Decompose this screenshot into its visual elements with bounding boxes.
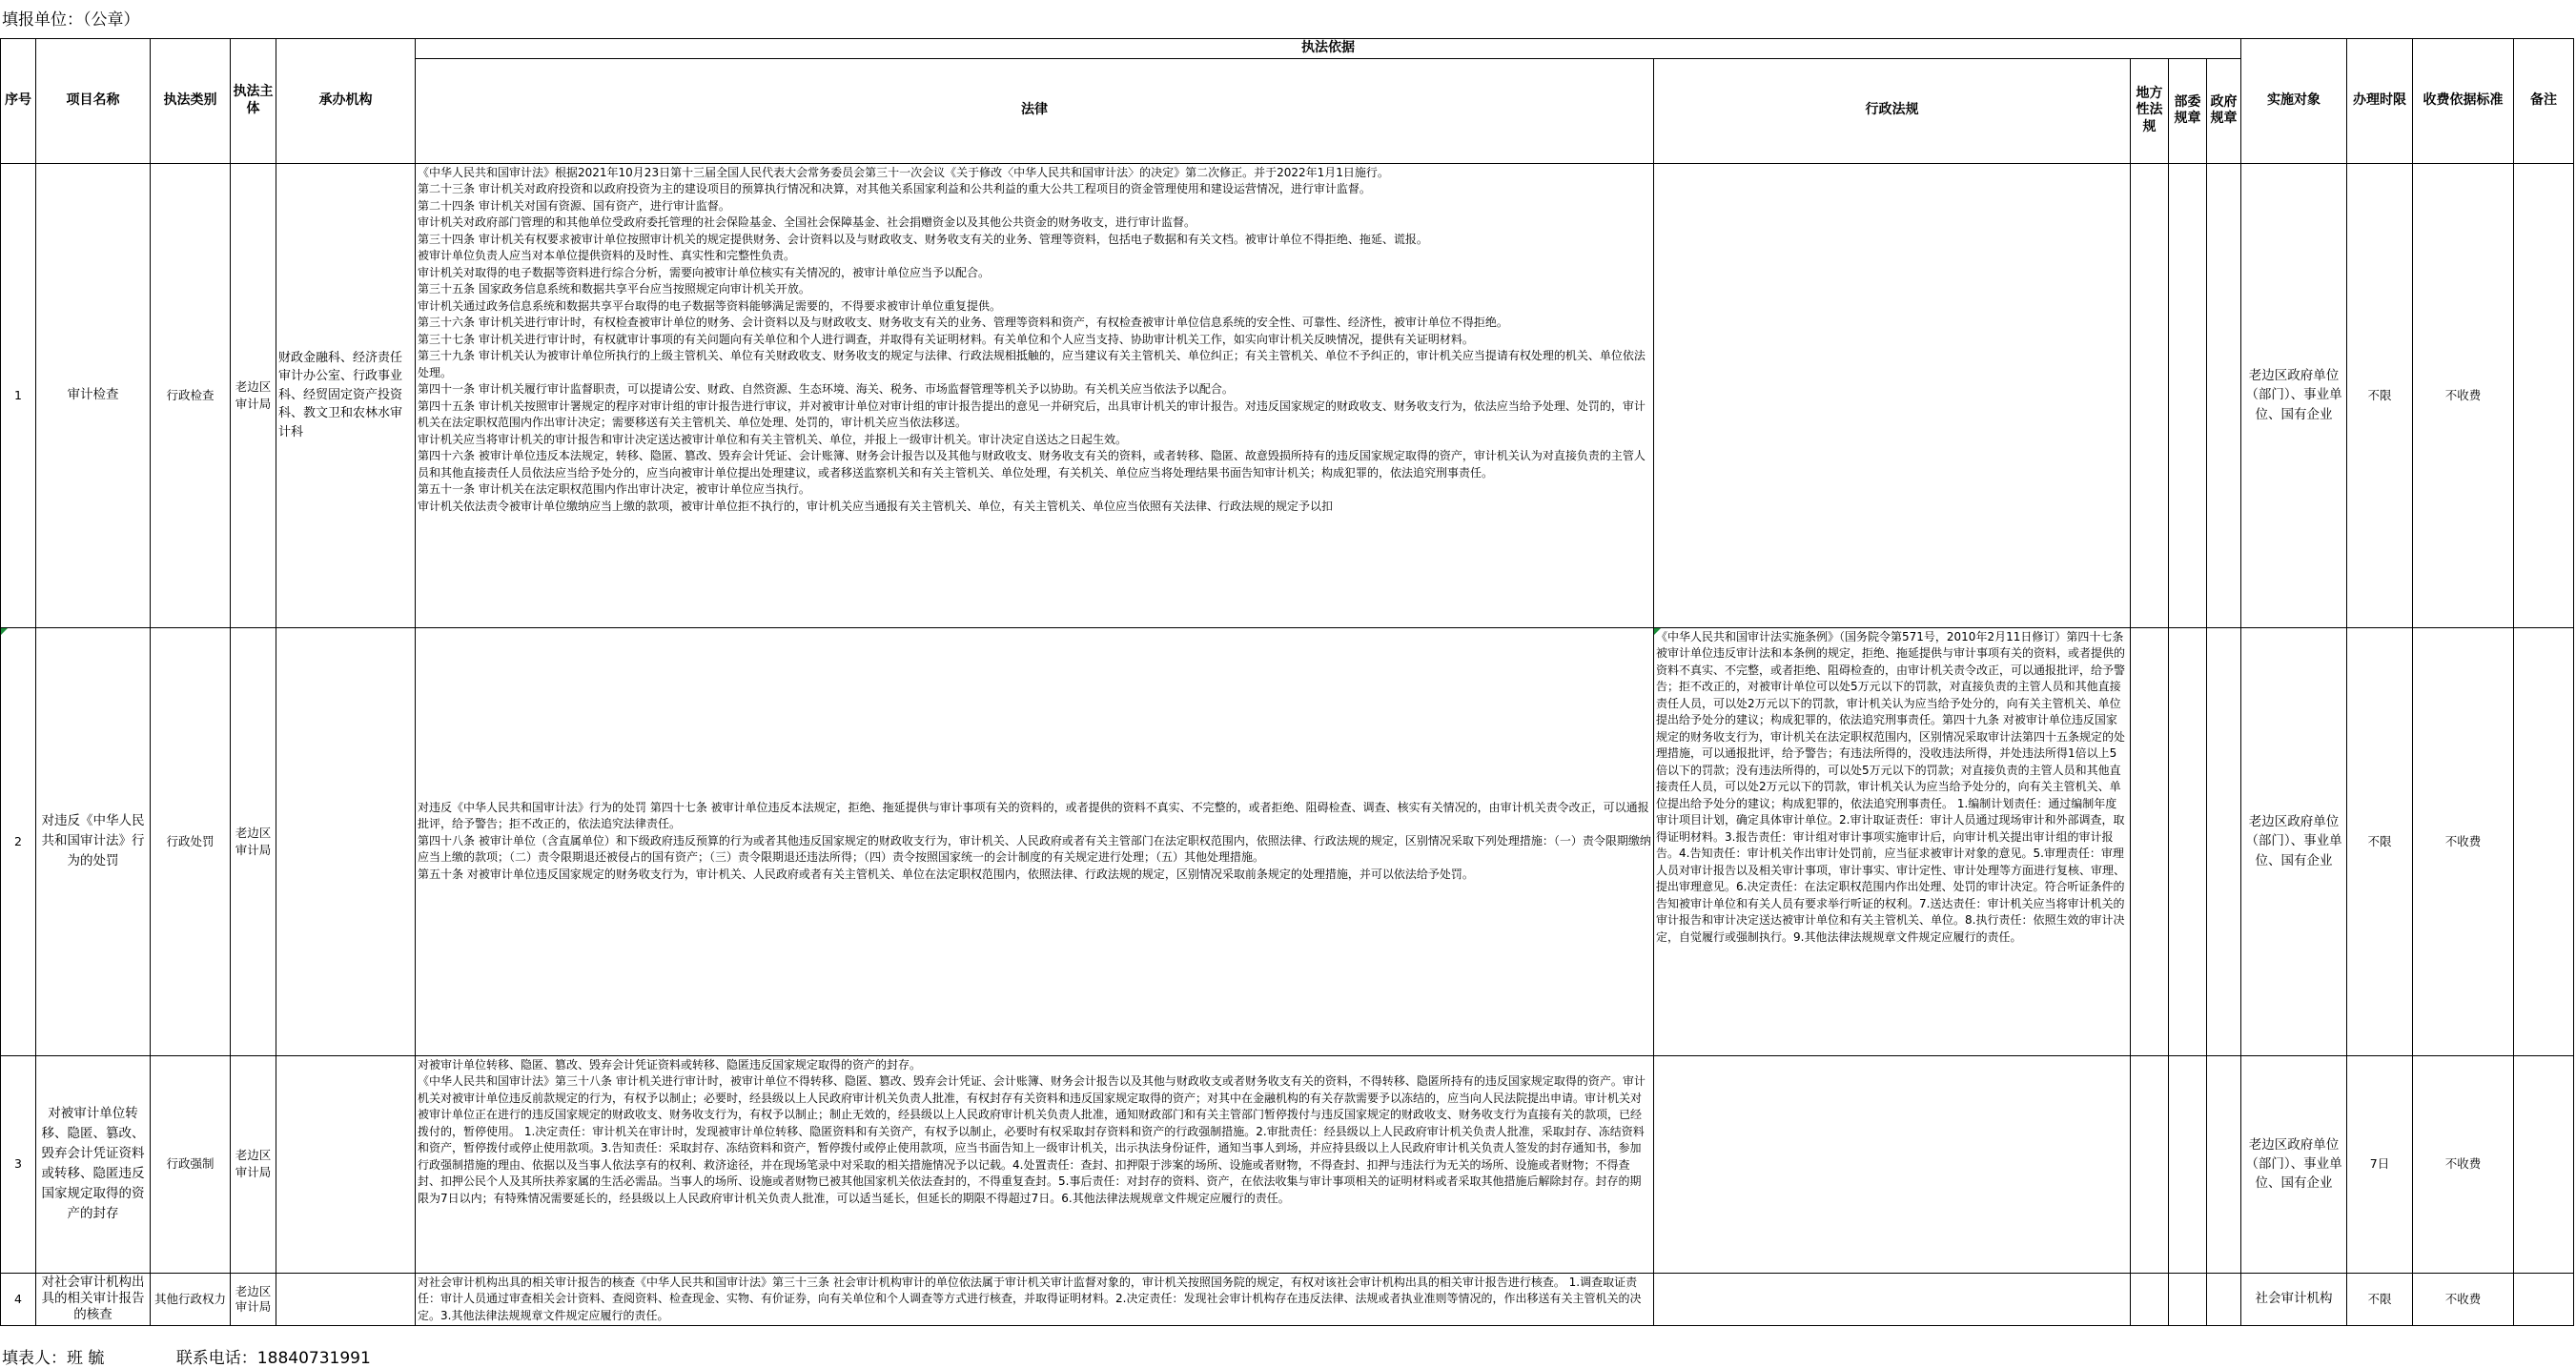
- row-target: 老边区政府单位（部门）、事业单位、国有企业: [2241, 627, 2347, 1055]
- row-item-name: 对社会审计机构出具的相关审计报告的核查: [36, 1273, 151, 1326]
- col-fee-basis-header: 收费依据标准: [2413, 39, 2514, 164]
- col-basis-group-header: 执法依据: [416, 39, 2241, 59]
- col-item-name-header: 项目名称: [36, 39, 151, 164]
- row-regulation-text: [1654, 1273, 2131, 1326]
- row-agency: [276, 1273, 416, 1326]
- table-row: [1, 1055, 2574, 1273]
- row-gov-rule: [2207, 1055, 2241, 1273]
- row-regulation-text: [1654, 1055, 2131, 1273]
- row-time-limit: 7日: [2347, 1055, 2413, 1273]
- row-gov-rule: [2207, 1273, 2241, 1326]
- row-time-limit: 不限: [2347, 1273, 2413, 1326]
- table-row: [1, 627, 2574, 1055]
- col-subject-header: 执法主体: [231, 39, 276, 164]
- row-item-name: 审计检查: [36, 163, 151, 627]
- row-category: 行政强制: [151, 1055, 231, 1273]
- row-agency: [276, 1055, 416, 1273]
- row-target: 老边区政府单位（部门）、事业单位、国有企业: [2241, 163, 2347, 627]
- row-seq: 3: [1, 1055, 36, 1273]
- row-time-limit: 不限: [2347, 627, 2413, 1055]
- phone-label: 联系电话：18840731991: [175, 1349, 371, 1368]
- col-local-reg-header: 地方性法规: [2131, 58, 2169, 163]
- row-local-reg: [2131, 163, 2169, 627]
- row-item-name: 对被审计单位转移、隐匿、篡改、毁弃会计凭证资料或转移、隐匿违反国家规定取得的资产的封存: [36, 1055, 151, 1273]
- row-remark: [2514, 1273, 2574, 1326]
- row-category: 行政检查: [151, 163, 231, 627]
- row-time-limit: 不限: [2347, 163, 2413, 627]
- row-fee-basis: 不收费: [2413, 627, 2514, 1055]
- col-agency-header: 承办机构: [276, 39, 416, 164]
- col-category-header: 执法类别: [151, 39, 231, 164]
- row-local-reg: [2131, 627, 2169, 1055]
- row-agency: [276, 627, 416, 1055]
- row-law-text: 对违反《中华人民共和国审计法》行为的处罚 第四十七条 被审计单位违反本法规定，拒绝、拖延提供与审计事项有关的资料的，或者提供的资料不真实、不完整的，或者拒绝、阻碍检查、调查、核实有关情况的，由审计机关责令改正，可以通报批评，给予警告；拒不改正的，依法追究法律责任。 第四十八条 被审计单位（含直属单位）和下级政府违反预算的行为或者其他违反国家规定的财政收支行为，审计机关、人民政府或者有关主管部门在法定职权范围内，依照法律、行政法规的规定，区别情况采取下列处理措施：（一）责令限期缴纳应当上缴的款项；（二）责令限期退还被侵占的国有资产；（三）责令限期退还违法所得；（四）责令按照国家统一的会计制度的有关规定进行处理；（五）其他处理措施。 第五十条 对被审计单位违反国家规定的财务收支行为，审计机关、人民政府或者有关主管机关、单位在法定职权范围内，依照法律、行政法规的规定，区别情况采取前条规定的处理措施，并可以依法给予处罚。: [416, 627, 1654, 1055]
- col-target-header: 实施对象: [2241, 39, 2347, 164]
- row-gov-rule: [2207, 163, 2241, 627]
- row-subject: 老边区审计局: [231, 1273, 276, 1326]
- row-regulation-text: 《中华人民共和国审计法实施条例》（国务院令第571号，2010年2月11日修订）第四十七条 被审计单位违反审计法和本条例的规定，拒绝、拖延提供与审计事项有关的资料，或者提供的资料不真实、不完整，或者拒绝、阻碍检查的，由审计机关责令改正，可以通报批评，给予警告；拒不改正的，对被审计单位可以处5万元以下的罚款，对直接负责的主管人员和其他直接责任人员，可以处2万元以下的罚款，审计机关认为应当给予处分的，向有关主管机关、单位提出给予处分的建议；构成犯罪的，依法追究刑事责任。第四十九条 对被审计单位违反国家规定的财务收支行为，审计机关在法定职权范围内，区别情况采取审计法第四十五条规定的处理措施，可以通报批评，给予警告；有违法所得的，没收违法所得，并处违法所得1倍以上5倍以下的罚款；没有违法所得的，可以处5万元以下的罚款；对直接负责的主管人员和其他直接责任人员，可以处2万元以下的罚款，审计机关认为应当给予处分的，向有关主管机关、单位提出给予处分的建议；构成犯罪的，依法追究刑事责任。 1.编制计划责任：通过编制年度审计项目计划，确定具体审计单位。2.审计取证责任：审计人员通过现场审计和外部调查，取得证明材料。3.报告责任：审计组对审计事项实施审计后，向审计机关提出审计组的审计报告。4.告知责任：审计机关作出审计处罚前，应当征求被审计对象的意见。5.审理责任：审理人员对审计报告以及相关审计事项，审计事实、审计定性、审计处理等方面进行复核、审理、提出审理意见。6.决定责任：在法定职权范围内作出处理、处罚的审计决定。符合听证条件的告知被审计单位和有关人员有要求举行听证的权利。7.送达责任：审计机关应当将审计机关的审计报告和审计决定送达被审计单位和有关主管机关、单位。8.执行责任：依照生效的审计决定，自觉履行或强制执行。9.其他法律法规规章文件规定应履行的责任。: [1654, 627, 2131, 1055]
- row-law-text: 对被审计单位转移、隐匿、篡改、毁弃会计凭证资料或转移、隐匿违反国家规定取得的资产的封存。 《中华人民共和国审计法》第三十八条 审计机关进行审计时，被审计单位不得转移、隐匿、篡改、毁弃会计凭证、会计账簿、财务会计报告以及其他与财政收支或者财务收支有关的资料，不得转移、隐匿所持有的违反国家规定取得的资产。审计机关对被审计单位违反前款规定的行为，有权予以制止；必要时，经县级以上人民政府审计机关负责人批准，有权封存有关资料和违反国家规定取得的资产；对其中在金融机构的有关存款需要予以冻结的，应当向人民法院提出申请。审计机关对被审计单位正在进行的违反国家规定的财政收支、财务收支行为，有权予以制止；制止无效的，经县级以上人民政府审计机关负责人批准，通知财政部门和有关主管部门暂停拨付与违反国家规定的财政收支、财务收支行为直接有关的款项，已经拨付的，暂停使用。 1.决定责任：审计机关在审计时，发现被审计单位转移、隐匿资料和有关资产，有权予以制止，必要时有权采取封存资料和资产的行政强制措施。2.审批责任：经县级以上人民政府审计机关负责人批准，采取封存、冻结资料和资产，暂停拨付或停止使用款项。3.告知责任：采取封存、冻结资料和资产，暂停拨付或停止使用款项，应当书面告知上一级审计机关，出示执法身份证件，通知当事人到场，并应持县级以上人民政府审计机关负责人签发的封存通知书，参加行政强制措施的理由、依据以及当事人依法享有的权利、救济途径，并在现场笔录中对采取的相关措施情况予以记载。4.处置责任：查封、扣押限于涉案的场所、设施或者财物，不得查封、扣押与违法行为无关的场所、设施或者财物；不得查封、扣押公民个人及其所扶养家属的生活必需品。当事人的场所、设施或者财物已被其他国家机关依法查封的，不得重复查封。5.事后责任：对封存的资料、资产，在依法收集与审计事项相关的证明材料或者采取其他措施后解除封存。封存的期限为7日以内；有特殊情况需要延长的，经县级以上人民政府审计机关负责人批准，可以适当延长，但延长的期限不得超过7日。6.其他法律法规规章文件规定应履行的责任。: [416, 1055, 1654, 1273]
- table-row: [1, 163, 2574, 627]
- enforcement-table: [0, 38, 2574, 1326]
- row-law-text: 对社会审计机构出具的相关审计报告的核查《中华人民共和国审计法》第三十三条 社会审计机构审计的单位依法属于审计机关审计监督对象的，审计机关按照国务院的规定，有权对该社会审计机构出具的相关审计报告进行核查。 1.调查取证责任：审计人员通过审查相关会计资料、查阅资料、检查现金、实物、有价证券，向有关单位和个人调查等方式进行核查，并取得证明材料。2.决定责任：发现社会审计机构存在违反法律、法规或者执业准则等情况的，作出移送有关主管机关的决定。3.其他法律法规规章文件规定应履行的责任。: [416, 1273, 1654, 1326]
- row-dept-rule: [2169, 163, 2207, 627]
- row-agency: 财政金融科、经济责任审计办公室、行政事业科、经贸固定资产投资科、教文卫和农林水审计科: [276, 163, 416, 627]
- row-category: 行政处罚: [151, 627, 231, 1055]
- enforcement-table-sheet: [0, 38, 2574, 1326]
- row-target: 社会审计机构: [2241, 1273, 2347, 1326]
- row-remark: [2514, 1055, 2574, 1273]
- row-target: 老边区政府单位（部门）、事业单位、国有企业: [2241, 1055, 2347, 1273]
- row-fee-basis: 不收费: [2413, 1273, 2514, 1326]
- col-seq-header: 序号: [1, 39, 36, 164]
- row-regulation-text: [1654, 163, 2131, 627]
- row-remark: [2514, 627, 2574, 1055]
- row-seq: 4: [1, 1273, 36, 1326]
- row-item-name: 对违反《中华人民共和国审计法》行为的处罚: [36, 627, 151, 1055]
- row-subject: 老边区审计局: [231, 627, 276, 1055]
- filler-label: 填表人：班 毓: [2, 1349, 105, 1368]
- col-dept-rule-header: 部委规章: [2169, 58, 2207, 163]
- row-seq: 1: [1, 163, 36, 627]
- footer-bar: [2, 1344, 371, 1368]
- row-local-reg: [2131, 1055, 2169, 1273]
- row-local-reg: [2131, 1273, 2169, 1326]
- row-dept-rule: [2169, 627, 2207, 1055]
- row-fee-basis: 不收费: [2413, 163, 2514, 627]
- col-gov-rule-header: 政府规章: [2207, 58, 2241, 163]
- table-row: [1, 1273, 2574, 1326]
- row-category: 其他行政权力: [151, 1273, 231, 1326]
- row-dept-rule: [2169, 1273, 2207, 1326]
- row-remark: [2514, 163, 2574, 627]
- row-dept-rule: [2169, 1055, 2207, 1273]
- col-remark-header: 备注: [2514, 39, 2574, 164]
- row-seq: 2: [1, 627, 36, 1055]
- row-subject: 老边区审计局: [231, 163, 276, 627]
- row-gov-rule: [2207, 627, 2241, 1055]
- row-law-text: 《中华人民共和国审计法》根据2021年10月23日第十三届全国人民代表大会常务委员会第三十一次会议《关于修改〈中华人民共和国审计法〉的决定》第二次修正。并于2022年1月1日施行。 第二十三条 审计机关对政府投资和以政府投资为主的建设项目的预算执行情况和决算，对其他关系国家利益和公共利益的重大公共工程项目的资金管理使用和建设运营情况，进行审计监督。 第二十四条 审计机关对国有资源、国有资产，进行审计监督。 审计机关对政府部门管理的和其他单位受政府委托管理的社会保险基金、全国社会保障基金、社会捐赠资金以及其他公共资金的财务收支，进行审计监督。 第三十四条 审计机关有权要求被审计单位按照审计机关的规定提供财务、会计资料以及与财政收支、财务收支有关的业务、管理等资料，包括电子数据和有关文档。被审计单位不得拒绝、拖延、谎报。 被审计单位负责人应当对本单位提供资料的及时性、真实性和完整性负责。 审计机关对取得的电子数据等资料进行综合分析，需要向被审计单位核实有关情况的，被审计单位应当予以配合。 第三十五条 国家政务信息系统和数据共享平台应当按照规定向审计机关开放。 审计机关通过政务信息系统和数据共享平台取得的电子数据等资料能够满足需要的，不得要求被审计单位重复提供。 第三十六条 审计机关进行审计时，有权检查被审计单位的财务、会计资料以及与财政收支、财务收支有关的业务、管理等资料和资产，有权检查被审计单位信息系统的安全性、可靠性、经济性，被审计单位不得拒绝。 第三十七条 审计机关进行审计时，有权就审计事项的有关问题向有关单位和个人进行调查，并取得有关证明材料。有关单位和个人应当支持、协助审计机关工作，如实向审计机关反映情况，提供有关证明材料。 第三十九条 审计机关认为被审计单位所执行的上级主管机关、单位有关财政收支、财务收支的规定与法律、行政法规相抵触的，应当建议有关主管机关、单位纠正；有关主管机关、单位不予纠正的，审计机关应当提请有权处理的机关、单位依法处理。 第四十一条 审计机关履行审计监督职责，可以提请公安、财政、自然资源、生态环境、海关、税务、市场监督管理等机关予以协助。有关机关应当依法予以配合。 第四十五条 审计机关按照审计署规定的程序对审计组的审计报告进行审议，并对被审计单位对审计组的审计报告提出的意见一并研究后，出具审计机关的审计报告。对违反国家规定的财政收支、财务收支行为，依法应当给予处理、处罚的，审计机关在法定职权范围内作出审计决定；需要移送有关主管机关、单位处理、处罚的，审计机关应当依法移送。 审计机关应当将审计机关的审计报告和审计决定送达被审计单位和有关主管机关、单位，并报上一级审计机关。审计决定自送达之日起生效。 第四十六条 被审计单位违反本法规定，转移、隐匿、篡改、毁弃会计凭证、会计账簿、财务会计报告以及其他与财政收支、财务收支有关的资料，或者转移、隐匿、故意毁损所持有的违反国家规定取得的资产，审计机关认为对直接负责的主管人员和其他直接责任人员依法应当给予处分的，应当向被审计单位提出处理建议，或者移送监察机关和有关主管机关、单位处理，有关机关、单位应当将处理结果书面告知审计机关；构成犯罪的，依法追究刑事责任。 第五十一条 审计机关在法定职权范围内作出审计决定，被审计单位应当执行。 审计机关依法责令被审计单位缴纳应当上缴的款项，被审计单位拒不执行的，审计机关应当通报有关主管机关、单位，有关主管机关、单位应当依照有关法律、行政法规的规定予以扣: [416, 163, 1654, 627]
- row-fee-basis: 不收费: [2413, 1055, 2514, 1273]
- row-subject: 老边区审计局: [231, 1055, 276, 1273]
- reporting-unit-label: 填报单位：（公章）: [2, 10, 140, 30]
- col-time-limit-header: 办理时限: [2347, 39, 2413, 164]
- col-law-header: 法律: [416, 58, 1654, 163]
- col-regulation-header: 行政法规: [1654, 58, 2131, 163]
